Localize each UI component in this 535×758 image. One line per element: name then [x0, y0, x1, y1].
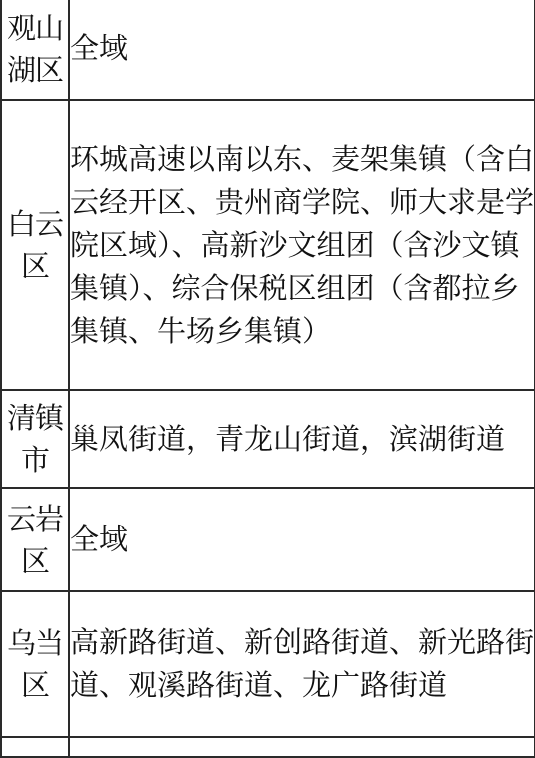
table-row	[1, 100, 535, 390]
district-cell	[1, 390, 69, 488]
scope-cell	[69, 390, 535, 488]
district-cell-empty	[1, 737, 69, 757]
district-name: 清镇市	[6, 401, 63, 477]
scope-cell-empty	[69, 737, 535, 757]
scope-cell	[69, 591, 535, 737]
district-name: 观山湖区	[6, 10, 63, 87]
district-cell	[1, 488, 69, 591]
scope-text: 环城高速以南以东、麦架集镇（含白云经开区、贵州商学院、师大求是学院区域）、高新沙文组团（含沙文镇集镇）、综合保税区组团（含都拉乡集镇、牛场乡集镇）	[70, 141, 535, 348]
table-row-partial	[1, 737, 535, 757]
district-cell	[1, 100, 69, 390]
table-row	[1, 488, 535, 591]
district-name: 乌当区	[6, 626, 63, 702]
scope-text: 全域	[70, 31, 129, 65]
scope-cell	[69, 0, 535, 100]
table-row	[1, 591, 535, 737]
scope-cell	[69, 488, 535, 591]
scope-cell	[69, 100, 535, 390]
table-row	[1, 390, 535, 488]
district-name: 白云区	[6, 207, 63, 283]
scope-text: 巢凤街道，青龙山街道，滨湖街道	[70, 421, 506, 456]
district-cell	[1, 0, 69, 100]
table-row	[1, 0, 535, 100]
district-name: 云岩区	[6, 501, 63, 578]
district-cell	[1, 591, 69, 737]
scope-text: 高新路街道、新创路街道、新光路街道、观溪路街道、龙广路街道	[70, 625, 535, 702]
scope-text: 全域	[70, 522, 129, 556]
